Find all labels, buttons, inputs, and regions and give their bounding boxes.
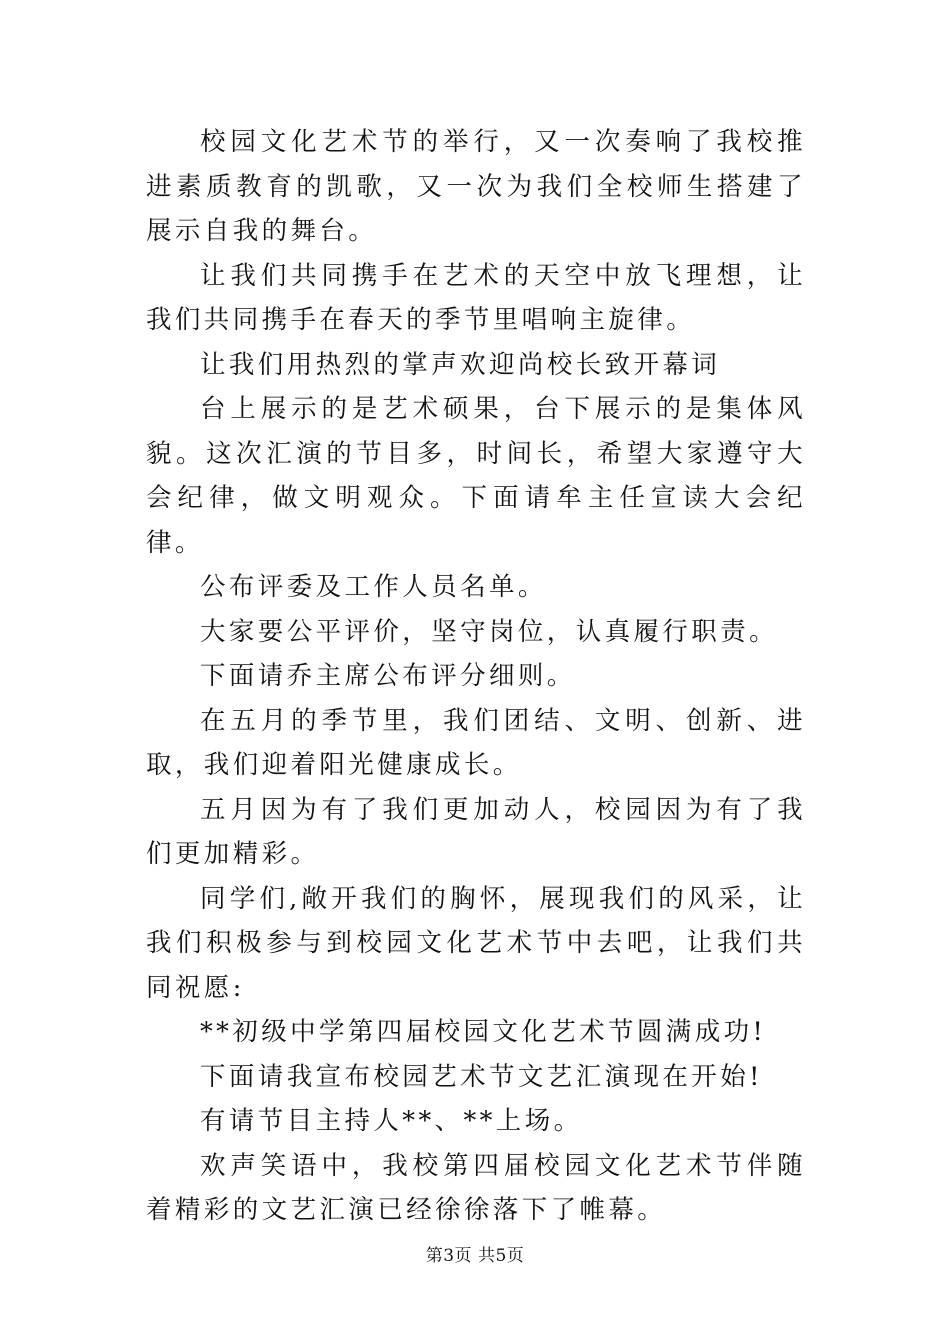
paragraph: 校园文化艺术节的举行，又一次奏响了我校推进素质教育的凯歌，又一次为我们全校师生搭建了展示自我的舞台。 bbox=[146, 127, 806, 246]
paragraph: 让我们共同携手在艺术的天空中放飞理想，让我们共同携手在春天的季节里唱响主旋律。 bbox=[146, 260, 806, 335]
page-footer bbox=[0, 1241, 950, 1266]
page-number-indicator: 第3页 共5页 bbox=[425, 1246, 525, 1266]
paragraph: 大家要公平评价，坚守岗位，认真履行职责。 bbox=[200, 616, 779, 647]
paragraph: 下面请我宣布校园艺术节文艺汇演现在开始! bbox=[200, 1061, 763, 1092]
paragraph: 有请节目主持人**、**上场。 bbox=[200, 1106, 583, 1136]
paragraph: 欢声笑语中，我校第四届校园文化艺术节伴随着精彩的文艺汇演已经徐徐落下了帷幕。 bbox=[146, 1150, 806, 1225]
paragraph: **初级中学第四届校园文化艺术节圆满成功! bbox=[200, 1017, 767, 1047]
paragraph: 在五月的季节里，我们团结、文明、创新、进取，我们迎着阳光健康成长。 bbox=[146, 705, 806, 780]
paragraph: 同学们,敞开我们的胸怀，展现我们的风采，让我们积极参与到校园文化艺术节中去吧，让我们共同祝愿: bbox=[146, 883, 806, 1003]
paragraph: 下面请乔主席公布评分细则。 bbox=[200, 661, 576, 691]
paragraph: 台上展示的是艺术硕果，台下展示的是集体风貌。这次汇演的节目多，时间长，希望大家遵守大会纪律，做文明观众。下面请牟主任宣读大会纪律。 bbox=[146, 394, 806, 558]
paragraph: 公布评委及工作人员名单。 bbox=[200, 572, 547, 602]
paragraph: 五月因为有了我们更加动人，校园因为有了我们更加精彩。 bbox=[146, 794, 806, 869]
document-body bbox=[146, 120, 806, 1233]
paragraph: 让我们用热烈的掌声欢迎尚校长致开幕词 bbox=[200, 349, 721, 380]
